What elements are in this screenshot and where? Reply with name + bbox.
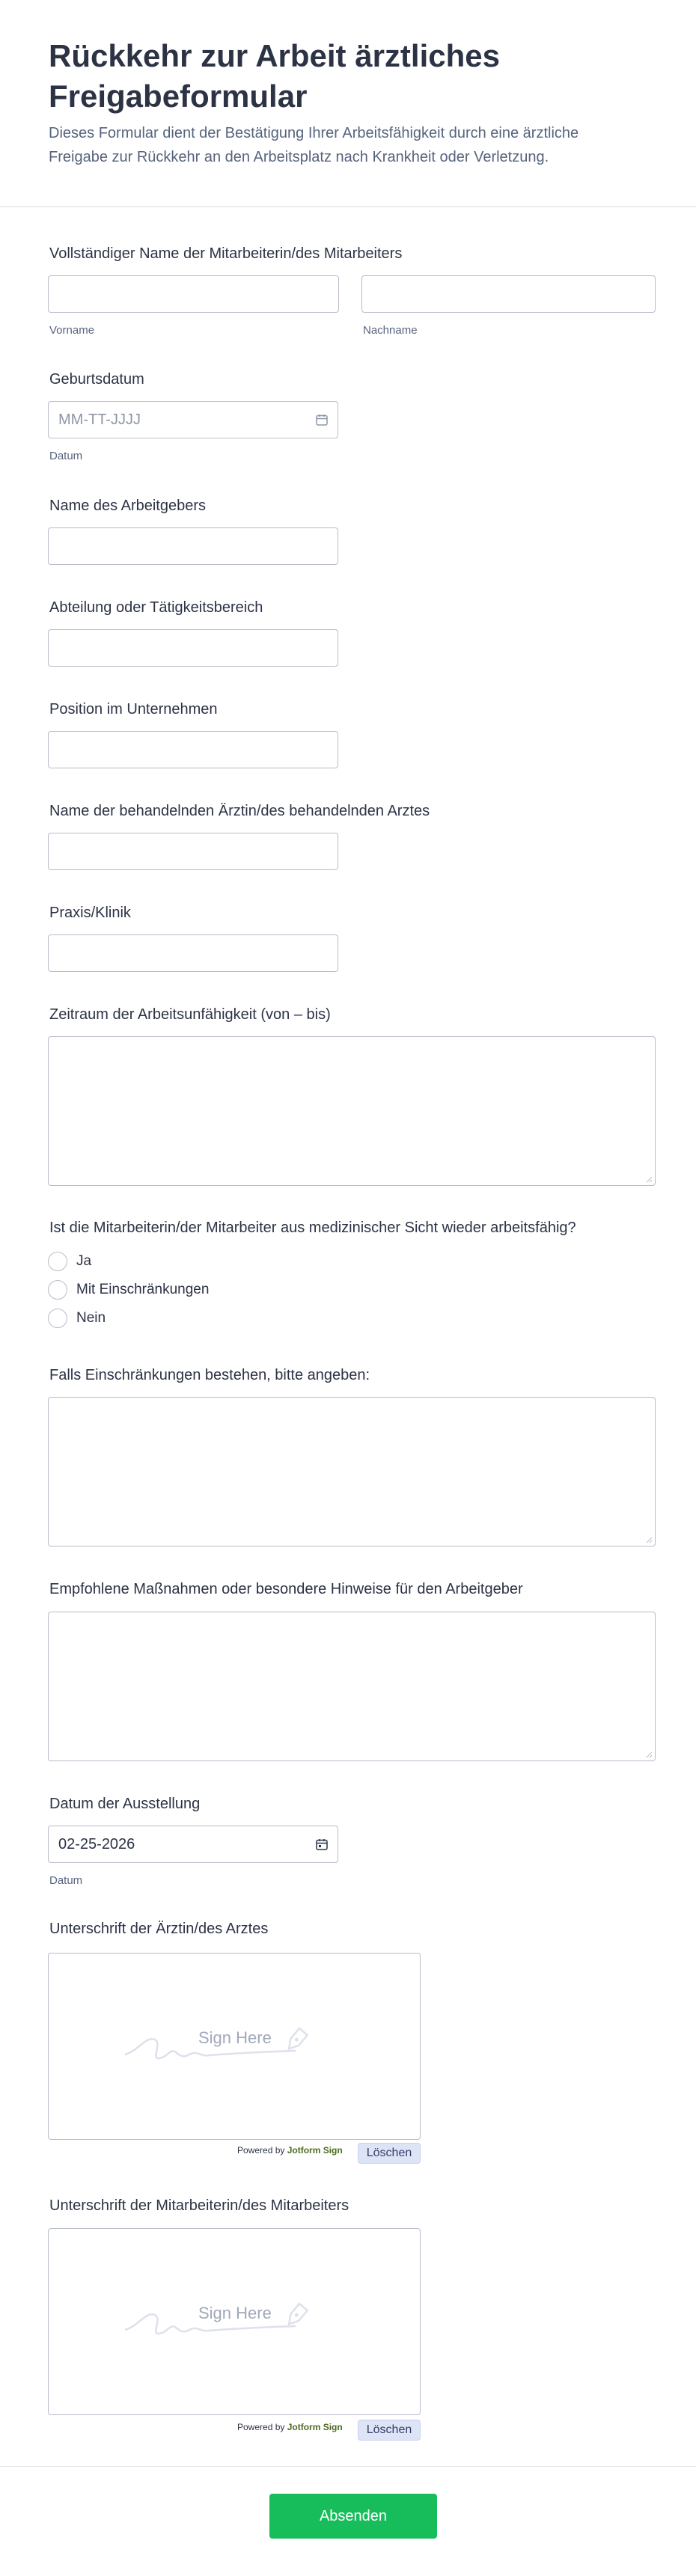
first-name-sublabel: Vorname bbox=[49, 324, 95, 337]
footer-divider bbox=[0, 2466, 696, 2467]
issue-date-sublabel: Datum bbox=[49, 1874, 83, 1887]
last-name-input[interactable] bbox=[361, 275, 656, 313]
doctor-signature-pad[interactable] bbox=[48, 1953, 421, 2140]
doctor-name-label: Name der behandelnden Ärztin/des behandelnden Arztes bbox=[49, 803, 430, 819]
powered-by-text bbox=[237, 2422, 343, 2432]
birthdate-input[interactable] bbox=[48, 401, 338, 438]
employee-signature-pad[interactable] bbox=[48, 2228, 421, 2415]
resize-handle-icon[interactable] bbox=[645, 1751, 653, 1758]
radio-option-mit-einschraenkungen[interactable] bbox=[48, 1279, 209, 1300]
radio-button[interactable] bbox=[48, 1252, 67, 1271]
birthdate-label: Geburtsdatum bbox=[49, 371, 144, 388]
employee-signature-label: Unterschrift der Mitarbeiterin/des Mitarbeiters bbox=[49, 2197, 349, 2214]
first-name-input[interactable] bbox=[48, 275, 339, 313]
practice-input[interactable] bbox=[48, 934, 338, 972]
department-input[interactable] bbox=[48, 629, 338, 667]
powered-by-text bbox=[237, 2145, 343, 2156]
restrictions-label: Falls Einschränkungen bestehen, bitte angeben: bbox=[49, 1367, 370, 1383]
powered-prefix: Powered by bbox=[237, 2422, 285, 2432]
radio-label: Ja bbox=[76, 1253, 92, 1269]
issue-date-input[interactable] bbox=[48, 1826, 338, 1863]
sign-here-text: Sign Here bbox=[198, 2028, 272, 2047]
clear-doctor-signature-button[interactable]: Löschen bbox=[358, 2143, 421, 2164]
recommendations-label: Empfohlene Maßnahmen oder besondere Hinweise für den Arbeitgeber bbox=[49, 1581, 523, 1597]
employer-label: Name des Arbeitgebers bbox=[49, 498, 207, 514]
employer-input[interactable] bbox=[48, 527, 338, 565]
radio-button[interactable] bbox=[48, 1309, 67, 1328]
resize-handle-icon[interactable] bbox=[645, 1536, 653, 1544]
doctor-signature-label: Unterschrift der Ärztin/des Arztes bbox=[49, 1921, 269, 1937]
radio-label: Nein bbox=[76, 1310, 106, 1326]
practice-label: Praxis/Klinik bbox=[49, 905, 131, 921]
issue-date-value: 02-25-2026 bbox=[58, 1835, 135, 1853]
powered-brand: Jotform Sign bbox=[287, 2145, 343, 2156]
radio-option-ja[interactable] bbox=[48, 1251, 91, 1272]
form-title: Rückkehr zur Arbeit ärztliches Freigabeformular bbox=[49, 38, 500, 114]
recommendations-textarea[interactable] bbox=[48, 1612, 656, 1761]
clear-employee-signature-button[interactable]: Löschen bbox=[358, 2420, 421, 2441]
full-name-label: Vollständiger Name der Mitarbeiterin/des Mitarbeiters bbox=[49, 245, 403, 262]
last-name-sublabel: Nachname bbox=[363, 324, 418, 337]
form-header bbox=[0, 0, 696, 207]
issue-date-label: Datum der Ausstellung bbox=[49, 1796, 201, 1812]
position-input[interactable] bbox=[48, 731, 338, 768]
fit-for-work-label: Ist die Mitarbeiterin/der Mitarbeiter aus medizinischer Sicht wieder arbeitsfähig? bbox=[49, 1220, 576, 1236]
sign-here-text: Sign Here bbox=[198, 2304, 272, 2322]
department-label: Abteilung oder Tätigkeitsbereich bbox=[49, 599, 263, 616]
incapacity-period-textarea[interactable] bbox=[48, 1036, 656, 1186]
calendar-icon[interactable] bbox=[315, 413, 329, 426]
powered-prefix: Powered by bbox=[237, 2145, 285, 2156]
powered-brand: Jotform Sign bbox=[287, 2422, 343, 2432]
birthdate-placeholder: MM-TT-JJJJ bbox=[58, 411, 141, 428]
radio-button[interactable] bbox=[48, 1280, 67, 1300]
calendar-icon[interactable] bbox=[315, 1838, 329, 1851]
doctor-name-input[interactable] bbox=[48, 833, 338, 870]
radio-option-nein[interactable] bbox=[48, 1308, 106, 1329]
resize-handle-icon[interactable] bbox=[645, 1175, 653, 1183]
form-subtitle: Dieses Formular dient der Bestätigung Ihrer Arbeitsfähigkeit durch eine ärztliche Freigabe zur Rückkehr an den Arbeitsplatz nach Krankheit oder Verletzung. bbox=[49, 125, 579, 165]
position-label: Position im Unternehmen bbox=[49, 701, 218, 718]
radio-label: Mit Einschränkungen bbox=[76, 1282, 210, 1297]
restrictions-textarea[interactable] bbox=[48, 1397, 656, 1546]
incapacity-period-label: Zeitraum der Arbeitsunfähigkeit (von – bis) bbox=[49, 1006, 331, 1023]
birthdate-sublabel: Datum bbox=[49, 450, 83, 462]
submit-button[interactable]: Absenden bbox=[269, 2494, 437, 2539]
